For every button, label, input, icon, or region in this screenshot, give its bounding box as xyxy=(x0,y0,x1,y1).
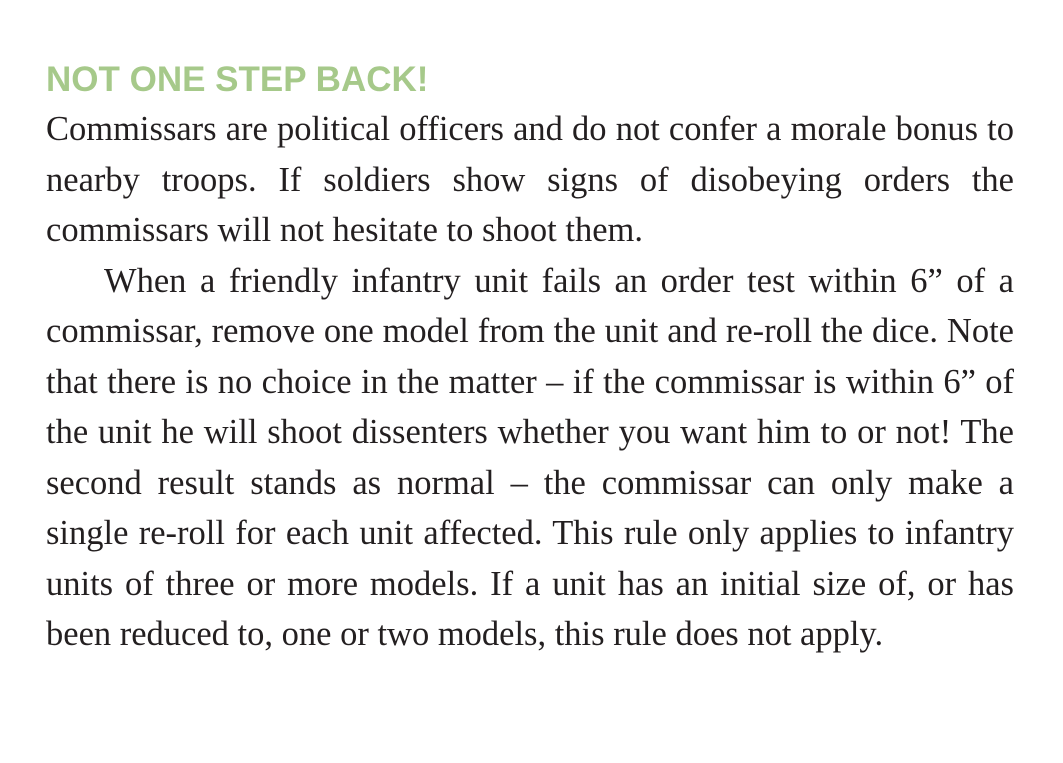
rule-paragraph-details: When a friendly infantry unit fails an order test within 6” of a commissar, remove one model from the unit and re-roll the dice. Note that there is no choice in the matter – if the commissar is within 6” of the unit he will shoot dissenters whether you want him to or not! The second result stands as normal – the commissar can only make a single re-roll for each unit affected. This rule only applies to infantry units of three or more models. If a unit has an initial size of, or has been reduced to, one or two models, this rule does not apply. xyxy=(46,261,1014,653)
section-heading: NOT ONE STEP BACK! xyxy=(46,60,429,99)
rule-section xyxy=(46,58,1014,660)
rule-paragraph-intro: Commissars are political officers and do not confer a morale bonus to nearby troops. If soldiers show signs of disobeying orders the commissars will not hesitate to shoot them. xyxy=(46,110,1014,249)
